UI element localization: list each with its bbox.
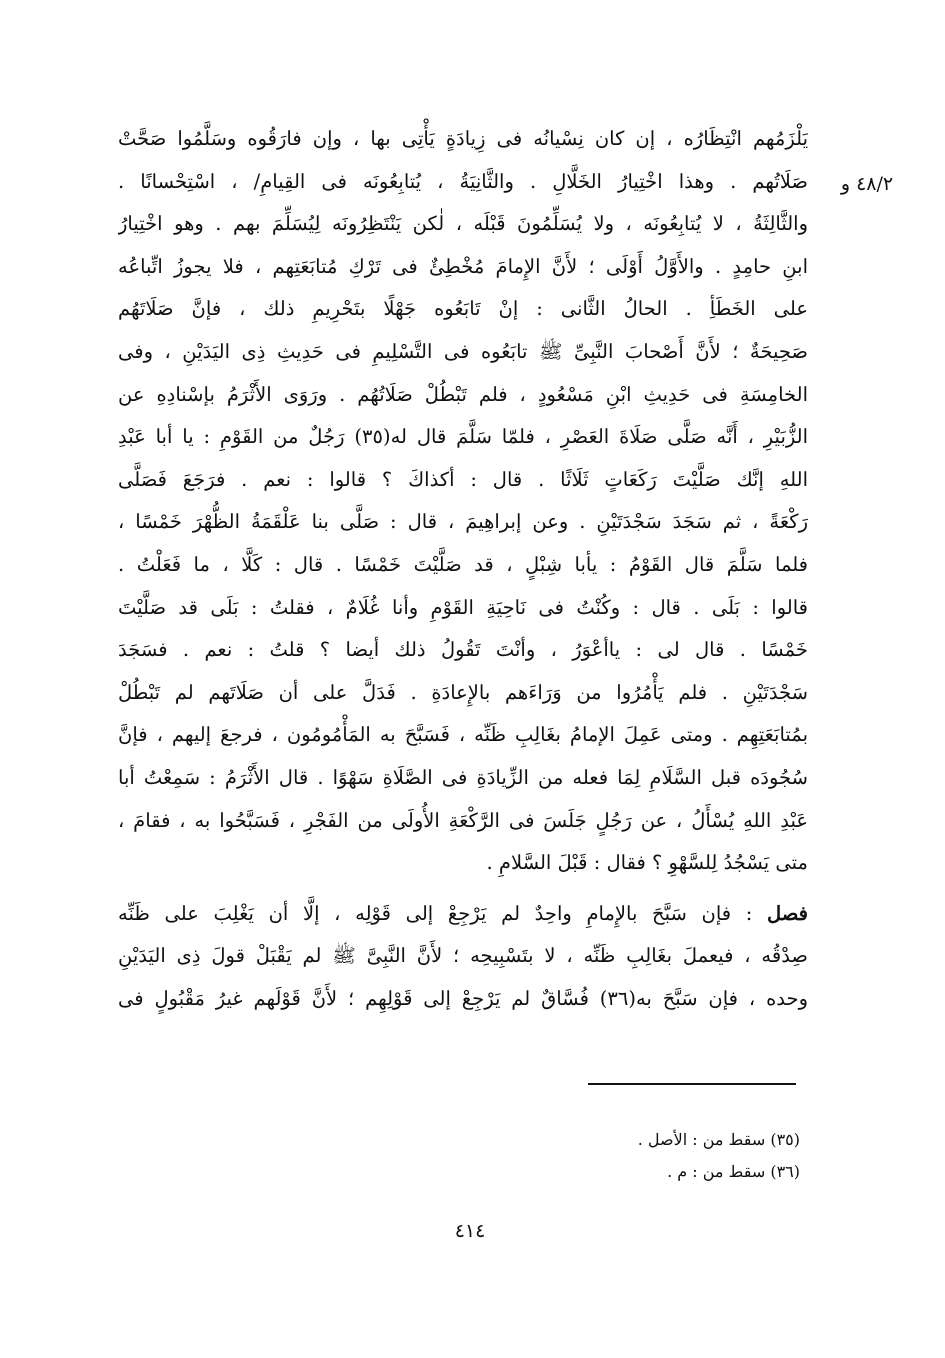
text-line: صَحِيحَةٌ ؛ لأَنَّ أَصْحابَ النَّبِىِّ ﷺ تابَعُوه فى التَّسْلِيمِ فى حَدِيثِ ذِى اليَدَيْنِ ، وفى — [118, 339, 808, 363]
text-line: قالوا : بَلَى . قال : وكُنْتُ فى نَاحِيَةِ القَوْمِ وأنا غُلَامٌ ، فقلتُ : بَلَى قد صَلَّيْتَ — [118, 595, 808, 619]
text-line: متى يَسْجُدُ لِلسَّهْوِ ؟ فقال : قَبْلَ السَّلامِ . — [486, 851, 808, 875]
section-heading: فصل — [766, 901, 808, 925]
text-line: وحده ، فإن سَبَّحَ به(٣٦) فُسَّاقٌ لم يَرْجِعْ إلى قَوْلِهِم ؛ لأَنَّ قَوْلَهم غيرُ مَقْبُولٍ فى — [118, 986, 808, 1010]
text-line: الزُّبَيْرِ ، أَنَّه صَلَّى صَلَاةَ العَصْرِ ، فلمّا سَلَّمَ قال له(٣٥) رَجُلٌ من القَوْمِ : يا أبا عَبْدِ — [118, 425, 808, 449]
text-line: خَمْسًا . قال لى : ياأعْوَرُ ، وأنْتَ تَقُولُ ذلك أيضا ؟ قلتُ : نعم . فسَجَدَ — [118, 638, 808, 662]
text-line: صَلَاتُهم . وهذا اخْتِيارُ الخَلَّالِ . والثَّانِيَةُ ، يُتابِعُونَه فى القِيامِ/ ، اسْتِحْسانًا . — [118, 169, 808, 193]
main-text — [118, 118, 808, 1020]
text-line: والثَّالِثَةُ ، لا يُتابِعُونَه ، ولا يُسَلِّمُونَ قَبْلَه ، لٰكن يَنْتَظِرُونَه لِيُسَلِّمَ بهم . وهو اخْتِيارُ — [118, 212, 808, 236]
text-line: ابنِ حامِدٍ . والأَوَّلُ أَوْلَى ؛ لأَنَّ الإِمامَ مُخْطِئٌ فى تَرْكِ مُتابَعَتِهم ، فلا يجوزُ اتِّباعُه — [118, 254, 808, 278]
text-line: صِدْقُه ، فيعملَ بغَالِبِ ظَنِّه ، لا بتَسْبِيحِه ؛ لأَنَّ النَّبِىَّ ﷺ لم يَقْبَلْ قولَ ذِى اليَدَيْنِ — [118, 944, 808, 968]
footnote-divider — [588, 1083, 796, 1085]
footnote: (٣٦) سقط من : م . — [667, 1162, 800, 1181]
text-line: سُجُودَه قبل السَّلَامِ لِمَا فعله من الزِّيادَةِ فى الصَّلَاةِ سَهْوًا . قال الأَثْرَمُ : سَمِعْتُ أبا — [118, 765, 808, 789]
page-number: ٤١٤ — [454, 1220, 486, 1242]
text-line: رَكْعَةً ، ثم سَجَدَ سَجْدَتَيْنِ . وعن إبراهِيمَ ، قال : صَلَّى بنا عَلْقَمَةُ الظُّهْرَ خَمْسًا ، — [118, 510, 808, 534]
footnote: (٣٥) سقط من : الأصل . — [637, 1130, 800, 1149]
section-first-line: : فإن سَبَّحَ بالإِمامِ واحِدٌ لم يَرْجِعْ إلى قَوْلِه ، إلَّا أن يَغْلِبَ على ظَنِّه — [118, 901, 753, 925]
text-line — [118, 893, 808, 936]
text-line: عَبْدِ اللهِ يُسْأَلُ ، عن رَجُلٍ جَلَسَ فى الرَّكْعَةِ الأُولَى من الفَجْرِ ، فَسَبَّحُوا به ، فقامَ ، — [118, 808, 808, 832]
text-line: اللهِ إنَّك صَلَّيْتَ رَكَعَاتٍ ثَلَاثًا . قال : أكذاكَ ؟ قالوا : نعم . فرَجَعَ فَصَلَّى — [118, 467, 808, 491]
margin-folio-marker: ٤٨/٢ و — [840, 173, 894, 195]
paragraph-2 — [118, 893, 808, 1021]
paragraph-1 — [118, 118, 808, 885]
text-line: سَجْدَتَيْنِ . فلم يَأْمُرُوا من وَرَاءَهم بالإِعادَةِ . فَدَلَّ على أن صَلَاتَهم لم تَبْطُلْ — [118, 680, 808, 704]
footnotes — [400, 1124, 800, 1188]
text-line: يَلْزَمُهم انْتِظَارُه ، إن كان نِسْيانُه فى زِيادَةٍ يَأْتِى بها ، وإن فارَقُوه وسَلَّمُوا صَحَّتْ — [118, 127, 808, 150]
text-line: فلما سَلَّمَ قال القَوْمُ : يأبا شِبْلٍ ، قد صَلَّيْتَ خَمْسًا . قال : كَلَّا ، ما فَعَلْتُ . — [118, 552, 808, 576]
text-line: على الخَطَأِ . الحالُ الثَّانى : إنْ تَابَعُوه جَهْلًا بتَحْرِيمِ ذلك ، فإنَّ صَلَاتَهُم — [118, 297, 808, 321]
text-line: بمُتابَعَتِهِم . ومتى عَمِلَ الإمامُ بغَالِبِ ظَنِّه ، فَسَبَّحَ به المَأْمُومُون ، فرجعَ إليهم ، فإنَّ — [118, 723, 808, 747]
text-line: الخامِسَةِ فى حَدِيثِ ابْنِ مَسْعُودٍ ، فلم تَبْطُلْ صَلَاتُهُم . ورَوَى الأَثْرَمُ بإسْنادِهِ عن — [118, 382, 808, 406]
